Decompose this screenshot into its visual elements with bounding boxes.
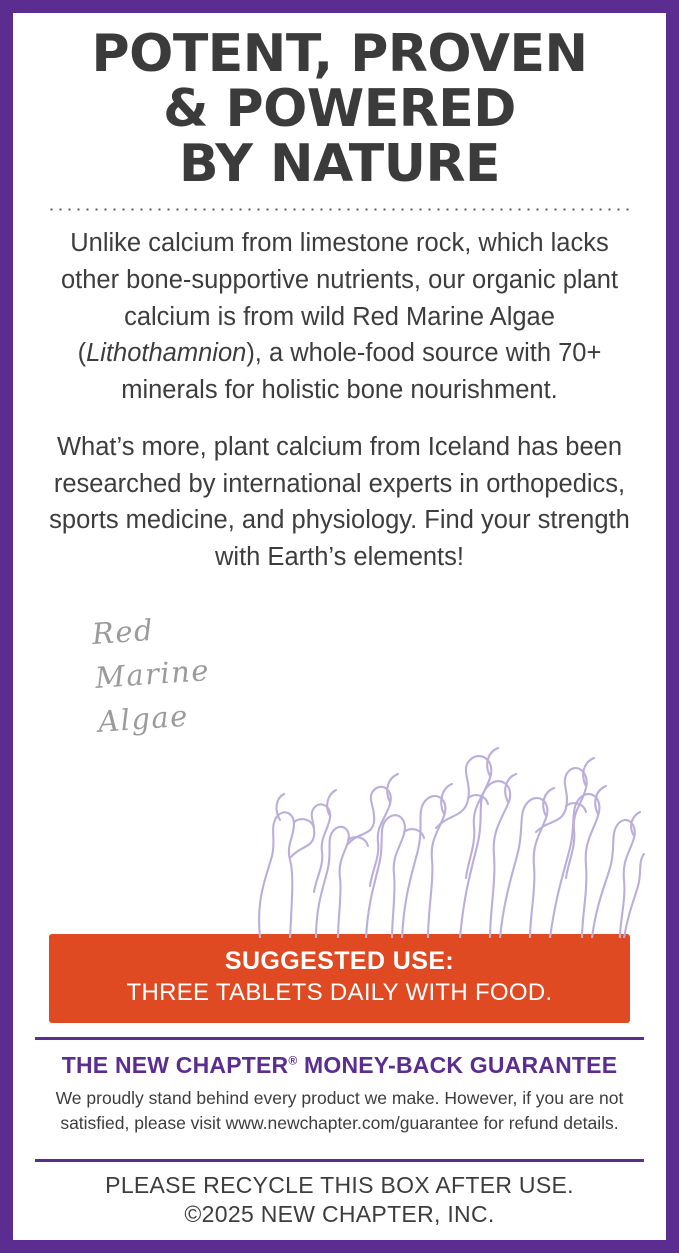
- guarantee-title-brand: THE NEW CHAPTER: [61, 1052, 289, 1078]
- paragraph-1-italic-term: Lithothamnion: [86, 339, 247, 368]
- registered-mark-icon: ®: [288, 1053, 298, 1068]
- suggested-use-subtitle: THREE TABLETS DAILY WITH FOOD.: [126, 979, 553, 1006]
- script-line-2: Marine: [93, 652, 212, 695]
- suggested-use-title: SUGGESTED USE:: [224, 947, 455, 975]
- guarantee-title: [51, 1052, 628, 1079]
- script-line-1: Red: [90, 612, 156, 651]
- headline-line-2: & POWERED: [163, 79, 516, 140]
- copyright-notice: ©2025 NEW CHAPTER, INC.: [184, 1201, 495, 1227]
- coral-illustration: [220, 728, 650, 938]
- guarantee-section: [35, 1040, 644, 1145]
- suggested-use-band: [49, 934, 630, 1023]
- headline-line-1: POTENT, PROVEN: [91, 24, 588, 84]
- paragraph-1-part-a: Unlike calcium from limestone rock, which lacks other bone-supportive nutrients, our organic plant calcium is from wild Red Marine Algae (: [60, 229, 619, 368]
- headline-line-3: BY NATURE: [178, 134, 501, 195]
- paragraph-2: What’s more, plant calcium from Iceland has been researched by international experts in orthopedics, sports medicine, and physiology. Find your strength with Earth’s elements!: [49, 432, 630, 572]
- red-marine-algae-script-label: [91, 604, 215, 744]
- paragraph-1: [49, 225, 630, 409]
- footer: [35, 1162, 644, 1240]
- guarantee-title-rest: MONEY-BACK GUARANTEE: [297, 1052, 618, 1078]
- guarantee-text: We proudly stand behind every product we make. However, if you are not satisfied, please visit www.newchapter.com/guarantee for refund details.: [55, 1088, 624, 1133]
- panel-inner: [13, 13, 666, 1240]
- body-copy: [35, 225, 644, 575]
- paragraph-1-part-b: ), a whole-food source with 70+ minerals for holistic bone nourishment.: [121, 339, 602, 405]
- recycle-notice: PLEASE RECYCLE THIS BOX AFTER USE.: [105, 1172, 574, 1198]
- illustration-area: [35, 582, 644, 934]
- page-title: [35, 24, 644, 195]
- dotted-divider: [45, 208, 634, 211]
- script-line-3: Algae: [97, 698, 190, 739]
